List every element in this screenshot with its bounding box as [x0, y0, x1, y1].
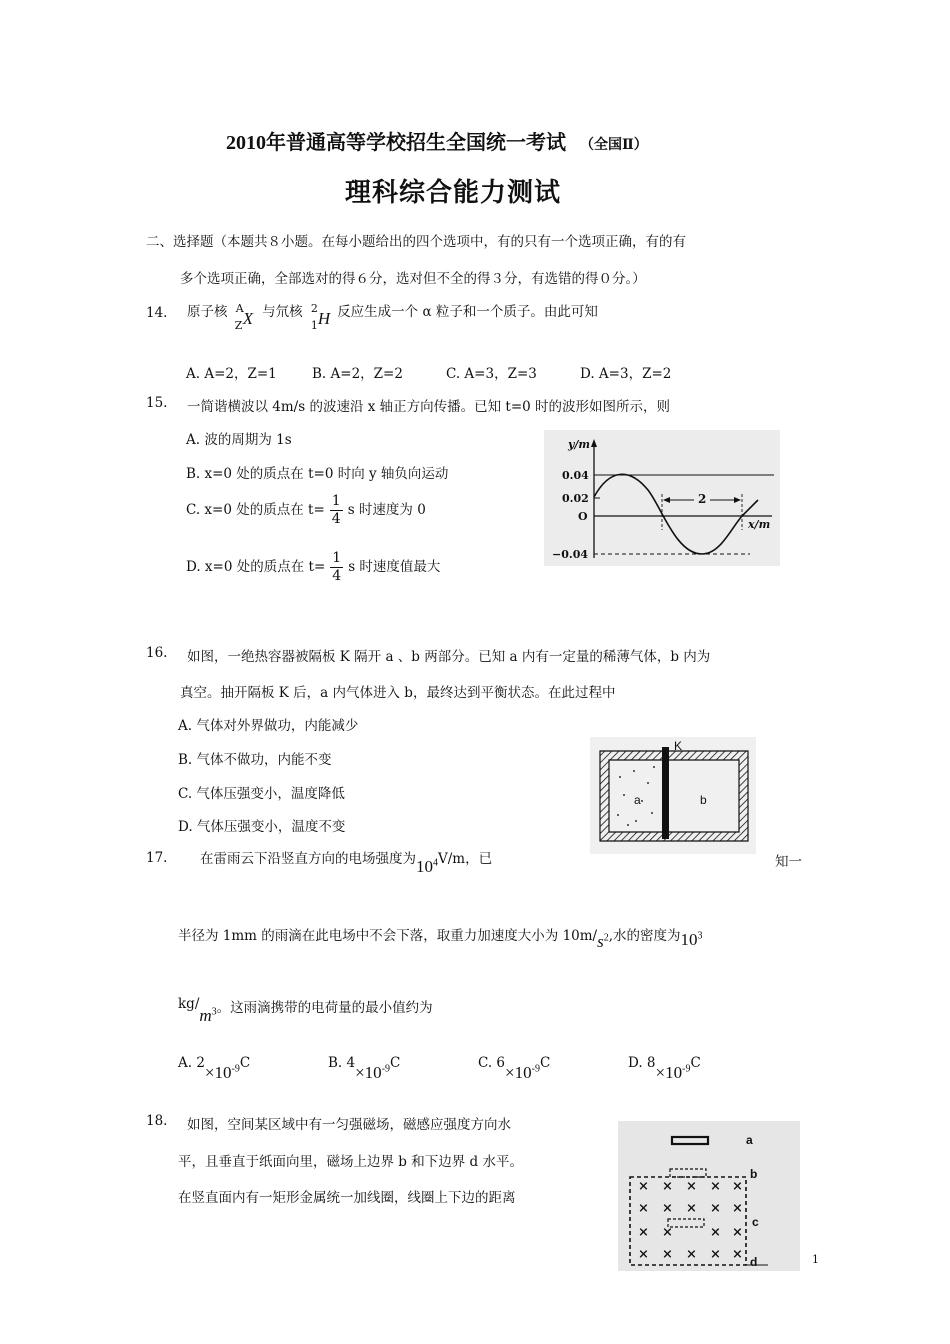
exam-title-main: 2010年普通高等学校招生全国统一考试 — [226, 132, 566, 154]
tick-label-neg004: −0.04 — [552, 548, 589, 561]
q17-option-c: C. $6\times 10^{-9}C$ — [478, 1055, 551, 1082]
q17-number: 17. — [146, 850, 168, 866]
field-cross: × — [732, 1179, 743, 1194]
field-cross: × — [732, 1201, 743, 1216]
exam-title — [226, 126, 648, 155]
origin-label: O — [578, 510, 588, 523]
fraction-one-quarter: $\frac{1}{4}$ — [332, 550, 342, 584]
label-d: d — [750, 1255, 758, 1269]
field-cross: × — [686, 1201, 697, 1216]
q15-stem: 一简谐横波以 4m/s 的波速沿 x 轴正方向传播。已知 t=0 时的波形如图所示，则 — [187, 399, 671, 415]
q18-stem-line1: 如图，空间某区域中有一匀强磁场，磁感应强度方向水 — [187, 1117, 511, 1133]
tick-label-002: 0.02 — [562, 492, 589, 505]
q15-option-d: D. x=0 处的质点在 t= $\frac{1}{4}$ s 时速度值最大 — [186, 550, 441, 584]
x-unit-label: x/m — [748, 518, 771, 531]
nuclide-x: A Z X — [234, 302, 254, 332]
container-diagram — [590, 737, 756, 854]
q14-number: 14. — [146, 305, 168, 321]
q14-option-b: B. A=2，Z=2 — [312, 366, 403, 382]
page-number: 1 — [812, 1253, 819, 1266]
label-b: b — [750, 1167, 758, 1181]
q16-option-c: C. 气体压强变小，温度降低 — [178, 786, 345, 802]
span-label: 2 — [698, 492, 707, 506]
coil-position-b — [670, 1169, 706, 1177]
label-a: a — [634, 793, 641, 807]
field-cross: × — [662, 1225, 673, 1240]
field-cross: × — [732, 1225, 743, 1240]
q14-stem-post: 反应生成一个 α 粒子和一个质子。由此可知 — [337, 304, 598, 320]
section-intro-line2: 多个选项正确，全部选对的得６分，选对但不全的得３分，有选错的得０分。） — [180, 271, 646, 287]
q16-number: 16. — [146, 645, 168, 661]
q14-option-a: A. A=2，Z=1 — [186, 366, 277, 382]
label-c: c — [752, 1215, 759, 1229]
magnetic-field-figure — [618, 1121, 800, 1271]
field-cross: × — [710, 1179, 721, 1194]
y-unit-label: y/m — [568, 438, 591, 451]
q17-line3: $kg/m^3$。这雨滴携带的电荷量的最小值约为 — [178, 996, 433, 1025]
q15-option-c: C. x=0 处的质点在 t= $\frac{1}{4}$ s 时速度为 0 — [186, 493, 426, 527]
q17-option-b: B. $4\times 10^{-9}C$ — [328, 1055, 401, 1082]
field-cross: × — [732, 1247, 743, 1262]
exam-title-region: （全国Ⅱ） — [580, 138, 648, 153]
field-cross: × — [686, 1247, 697, 1262]
q16-option-a: A. 气体对外界做功，内能减少 — [178, 718, 359, 734]
span-arrowhead-right — [734, 497, 741, 503]
field-cross: × — [662, 1179, 673, 1194]
field-cross: × — [710, 1201, 721, 1216]
power-10-3: $10^3$ — [680, 930, 703, 949]
q16-stem-line2: 真空。抽开隔板 K 后，a 内气体进入 b，最终达到平衡状态。在此过程中 — [180, 685, 616, 701]
q14-option-d: D. A=3，Z=2 — [580, 366, 672, 382]
nuclide-h: 2 1 H — [310, 302, 331, 332]
field-cross: × — [710, 1247, 721, 1262]
label-a: a — [746, 1133, 753, 1147]
wave-figure — [544, 430, 780, 566]
q18-stem-line2: 平，且垂直于纸面向里，磁场上边界 b 和下边界 d 水平。 — [178, 1154, 523, 1170]
field-cross: × — [662, 1201, 673, 1216]
span-arrowhead-left — [663, 497, 670, 503]
q14-stem-mid: 与氘核 — [262, 304, 303, 320]
wave-curve — [594, 474, 758, 554]
label-k: K — [674, 739, 683, 753]
label-b: b — [700, 793, 707, 807]
q18-number: 18. — [146, 1113, 168, 1129]
fraction-one-quarter: $\frac{1}{4}$ — [331, 493, 341, 527]
q15-number: 15. — [146, 395, 168, 411]
power-10-4: $10^4$ — [416, 857, 438, 876]
field-cross: × — [638, 1247, 649, 1262]
q16-stem-line1: 如图，一绝热容器被隔板 K 隔开 a 、b 两部分。已知 a 内有一定量的稀薄气体，b 内为 — [187, 649, 711, 665]
partition-k — [662, 747, 669, 839]
unit-s-squared: $s^2$ — [597, 932, 609, 951]
q15-option-a: A. 波的周期为 1s — [186, 432, 292, 448]
coil-position-c — [668, 1219, 704, 1227]
q14-stem — [187, 300, 598, 330]
q17-option-a: A. $2\times 10^{-9}C$ — [178, 1055, 251, 1082]
q15-option-b: B. x=0 处的质点在 t=0 时向 y 轴负向运动 — [186, 466, 449, 482]
exam-subtitle: 理科综合能力测试 — [345, 178, 562, 208]
coil-top — [672, 1137, 708, 1144]
q17-line2: 半径为 1mm 的雨滴在此电场中不会下落，取重力加速度大小为 $10m/s^2$,水的密度为$10^3$ — [178, 928, 703, 951]
field-cross: × — [710, 1225, 721, 1240]
unit-m-cubed: $m^3$ — [199, 1006, 217, 1025]
q18-stem-line3: 在竖直面内有一矩形金属统一加线圈，线圈上下边的距离 — [178, 1190, 516, 1206]
q14-option-c: C. A=3，Z=3 — [446, 366, 537, 382]
q17-line1-right: 知一 — [775, 854, 802, 870]
q16-option-b: B. 气体不做功，内能不变 — [178, 752, 332, 768]
field-cross: × — [638, 1201, 649, 1216]
container-wall — [600, 751, 748, 841]
q17-line1: 在雷雨云下沿竖直方向的电场强度为$10^4V/m$，已 — [200, 851, 493, 876]
field-cross: × — [662, 1247, 673, 1262]
q17-option-d: D. $8\times 10^{-9}C$ — [628, 1055, 701, 1082]
field-cross: × — [638, 1225, 649, 1240]
q14-stem-pre: 原子核 — [187, 304, 228, 320]
q16-option-d: D. 气体压强变小，温度不变 — [178, 819, 346, 835]
y-axis-arrow — [591, 439, 597, 447]
field-cross: × — [638, 1179, 649, 1194]
container-figure — [590, 737, 756, 854]
field-cross: × — [686, 1179, 697, 1194]
tick-label-004: 0.04 — [562, 469, 589, 482]
section-intro-line1: 二、选择题（本题共８小题。在每小题给出的四个选项中，有的只有一个选项正确，有的有 — [146, 234, 686, 250]
